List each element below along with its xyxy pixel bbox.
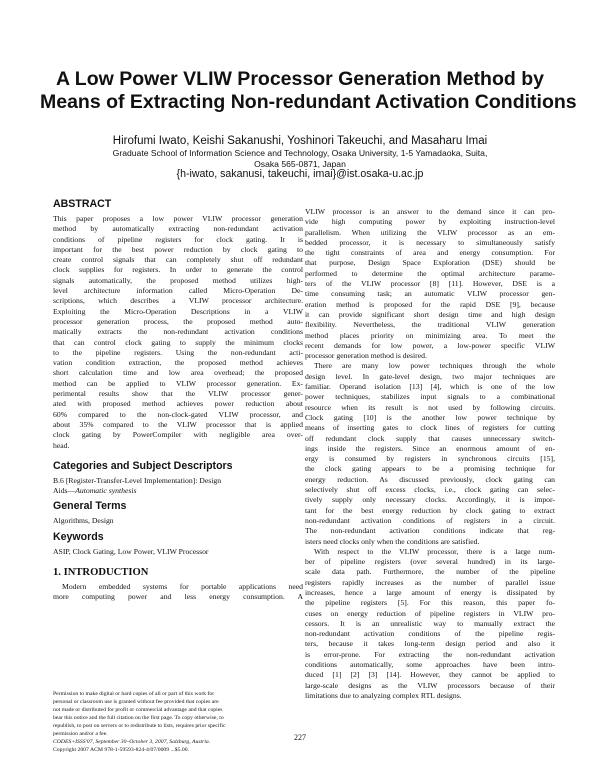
text-line: vide high computing power by exploiting instruction-level (305, 217, 555, 227)
text-line: ters of the VLIW processor [8] [11]. However, DSE is a (305, 279, 555, 289)
text-line: conditions automatically, some approaches have been intro- (305, 660, 555, 670)
categories-body (53, 476, 303, 497)
text-line: it can provide significant short design time and high design (305, 309, 555, 319)
permission-lines (53, 690, 303, 738)
text-line: With respect to the VLIW processor, there is a large num- (314, 546, 555, 556)
text-line: processor generation method is desired. (305, 351, 427, 361)
categories-heading: Categories and Subject Descriptors (53, 459, 233, 472)
categories-line-1 (53, 476, 303, 486)
text-line: important for the best power reduction by clock gating to (53, 244, 303, 254)
permission-line: personal or classroom use is granted without fee provided that copies are (53, 699, 219, 705)
text-line: about 35% compared to the VLIW processor that is applied (53, 419, 303, 429)
text-line: increases, hence a large amount of energy is dissipated by (305, 587, 555, 597)
left-column (53, 198, 303, 603)
text-line: Modern embedded systems for portable applications need (62, 582, 303, 592)
text-line: level architecture information called Micro-Operation De- (53, 286, 303, 296)
copyright-line: Copyright 2007 ACM 978-1-59593-824-4/07/0009 ...$5.00. (53, 747, 190, 753)
text-line: selectively shut off excess clocks, i.e., clock gating can selec- (305, 485, 555, 495)
text-line: cuses on energy reduction of pipeline registers in VLIW pro- (305, 608, 555, 618)
text-line: ters, because it takes long-term design period and also it (305, 639, 555, 649)
text-line: duced [1] [2] [3] [14]. However, they cannot be applied to (305, 670, 555, 680)
text-line: matically extracts the non-redundant activation conditions (53, 327, 303, 337)
text-line: short calculation time and low area overhead; the proposed (53, 368, 303, 378)
affiliation-line-1: Graduate School of Information Science and Technology, Osaka University, 1-5 Yamadaoka, Suita, (112, 148, 488, 158)
permission-line: not made or distributed for profit or commercial advantage and that copies (53, 707, 223, 713)
author-list: Hirofumi Iwato, Keishi Sakanushi, Yoshinori Takeuchi, and Masaharu Imai (112, 135, 488, 147)
text-line: 60% compared to the non-clock-gated VLIW processor, and (53, 409, 303, 419)
right-column (305, 207, 555, 701)
text-line: scale data path. Furthermore, the number of the pipeline (305, 567, 555, 577)
text-line: large-scale designs as the VLIW processors because of their (305, 680, 555, 690)
text-line: There are many low power techniques through the whole (314, 361, 555, 371)
text-line: non-redundant activation conditions of the pipeline regis- (305, 629, 555, 639)
text-line: energy reduction. As discussed previously, clock gating can (305, 474, 555, 484)
text-line: more computing power and less energy consumption. A (53, 592, 303, 602)
text-line: VLIW processor is an answer to the demand since it can pro- (305, 207, 555, 216)
text-line: tant for the best energy reduction by clock gating to extract (305, 505, 555, 515)
venue-text: CODES+ISSS'07, September 30–October 3, 2007, Salzburg, Austria. (53, 739, 211, 745)
text-line: Exploiting the Micro-Operation Descriptions in a VLIW (53, 306, 303, 316)
text-line: bedded processor, it is necessary to simultaneously satisfy (305, 237, 555, 247)
text-line: cessors. It is an unrealistic way to manually extract the (305, 618, 555, 628)
affiliation-line-2: Osaka 565-0871, Japan (254, 158, 346, 169)
text-line: head. (53, 440, 70, 450)
paper-title (40, 68, 577, 114)
text-line: tively supply only necessary clocks. Accordingly, it is impor- (305, 495, 555, 505)
text-line: recent demands for low power, a low-power specific VLIW (305, 340, 555, 350)
text-line: is error-prone. For extracting the non-redundant activation (305, 649, 555, 659)
categories-line-1-text: B.6 [Register-Transfer-Level Implementation]: Design (53, 475, 222, 485)
text-line: method places priority on minimizing area. To meet the (305, 330, 555, 340)
text-line: performed to determine the optimal architecture parame- (305, 268, 555, 278)
introduction-heading: 1. INTRODUCTION (53, 567, 149, 579)
abstract-body (53, 214, 303, 451)
text-line: non-redundant activation conditions of registers in a circuit. (305, 515, 555, 525)
text-line: the clock gating appears to be a promising technique for (305, 464, 555, 474)
text-line: clock gating by PowerCompiler with negligible area over- (53, 430, 303, 440)
text-line: ergy is consumed by registers in synchronous circuits [15], (305, 454, 555, 464)
permission-line: bear this notice and the full citation on the first page. To copy otherwise, to (53, 715, 224, 721)
text-line: signals automatically, the proposed method utilizes high- (53, 275, 303, 285)
general-terms-text: Algorithms, Design (53, 516, 114, 526)
text-line: that purpose, Design Space Exploration (DSE) should be (305, 258, 555, 268)
text-line: isters need clocks only when the conditions are satisfied. (305, 536, 480, 546)
author-emails: {h-iwato, sakanusi, takeuchi, imai}@ist.osaka-u.ac.jp (176, 168, 424, 180)
affiliation (40, 148, 560, 169)
permission-notice (53, 690, 303, 754)
text-line: conditions of pipeline registers for clock gating. It is (53, 234, 303, 244)
general-terms-body (53, 516, 303, 526)
page-number: 227 (294, 733, 306, 742)
keywords-heading: Keywords (53, 530, 104, 543)
text-line: method can be applied to VLIW processor generation. Ex- (53, 378, 303, 388)
text-line: ings inside the registers. Since an enormous amount of en- (305, 443, 555, 453)
text-line: clock supplies for registers. In order to generate the control (53, 265, 303, 275)
permission-line: permission and/or a fee. (53, 731, 108, 737)
right-paragraph-2 (305, 361, 555, 546)
text-line: Clock gating [10] is the another low power technique by (305, 412, 555, 422)
text-line: This paper proposes a low power VLIW processor generation (53, 214, 303, 223)
keywords-body (53, 547, 303, 557)
categories-line-2 (53, 486, 303, 496)
text-line: The non-redundant activation conditions indicate that reg- (305, 526, 555, 536)
right-paragraph-1 (305, 207, 555, 361)
title-line-1: A Low Power VLIW Processor Generation Method by (56, 68, 544, 90)
text-line: means of inserting gates to clock lines of registers for cutting (305, 423, 555, 433)
text-line: time consuming task; an automatic VLIW processor gen- (305, 289, 555, 299)
right-paragraph-3 (305, 547, 555, 701)
text-line: limitations due to analyzing complex RTL designs. (305, 690, 462, 700)
text-line: that can control clock gating to supply the minimum clocks (53, 337, 303, 347)
text-line: to the pipeline registers. Using the non-redundant acti- (53, 347, 303, 357)
permission-line: republish, to post on servers or to redistribute to lists, requires prior specific (53, 723, 226, 729)
text-line: scriptions, which describes a VLIW processor architecture. (53, 296, 303, 306)
text-line: familiar. Operand isolation [13] [4], which is one of the low (305, 382, 555, 392)
text-line: the tight constraints of area and energy consumption. For (305, 248, 555, 258)
text-line: ber of pipeline registers (over several hundred) in its large- (305, 557, 555, 567)
text-line: registers rapidly increases as the number of parallel issue (305, 577, 555, 587)
text-line: the pipeline registers [5]. For this reason, this paper fo- (305, 598, 555, 608)
categories-line-2-prefix: Aids— (53, 486, 76, 496)
text-line: flexibility. Nevertheless, the traditional VLIW generation (305, 320, 555, 330)
text-line: create control signals that can completely shut off redundant (53, 255, 303, 265)
abstract-heading: ABSTRACT (53, 198, 112, 210)
general-terms-heading: General Terms (53, 500, 127, 513)
permission-line: Permission to make digital or hard copies of all or part of this work for (53, 691, 215, 697)
text-line: design level. In gate-level design, two major techniques are (305, 371, 555, 381)
text-line: power techniques, stabilizes input signals to a combinational (305, 392, 555, 402)
introduction-body (53, 582, 303, 603)
title-line-2: Means of Extracting Non-redundant Activation Conditions (40, 91, 577, 113)
keywords-text: ASIP, Clock Gating, Low Power, VLIW Processor (53, 546, 209, 556)
text-line: vation condition extraction, the proposed method achieves (53, 358, 303, 368)
text-line: method by automatically extracting non-redundant activation (53, 224, 303, 234)
text-line: processor generation process, the proposed method auto- (53, 316, 303, 326)
text-line: resource when its result is not used by following circuits. (305, 402, 555, 412)
text-line: off redundant clock supply that causes unnecessary switch- (305, 433, 555, 443)
text-line: ated with proposed method achieves power reduction about (53, 399, 303, 409)
text-line: perimental results show that the VLIW processor gener- (53, 389, 303, 399)
categories-line-2-em: Automatic synthesis (75, 486, 137, 496)
text-line: eration method is proposed for the rapid DSE [9], because (305, 299, 555, 309)
text-line: parallelism. When utilizing the VLIW processor as an em- (305, 227, 555, 237)
